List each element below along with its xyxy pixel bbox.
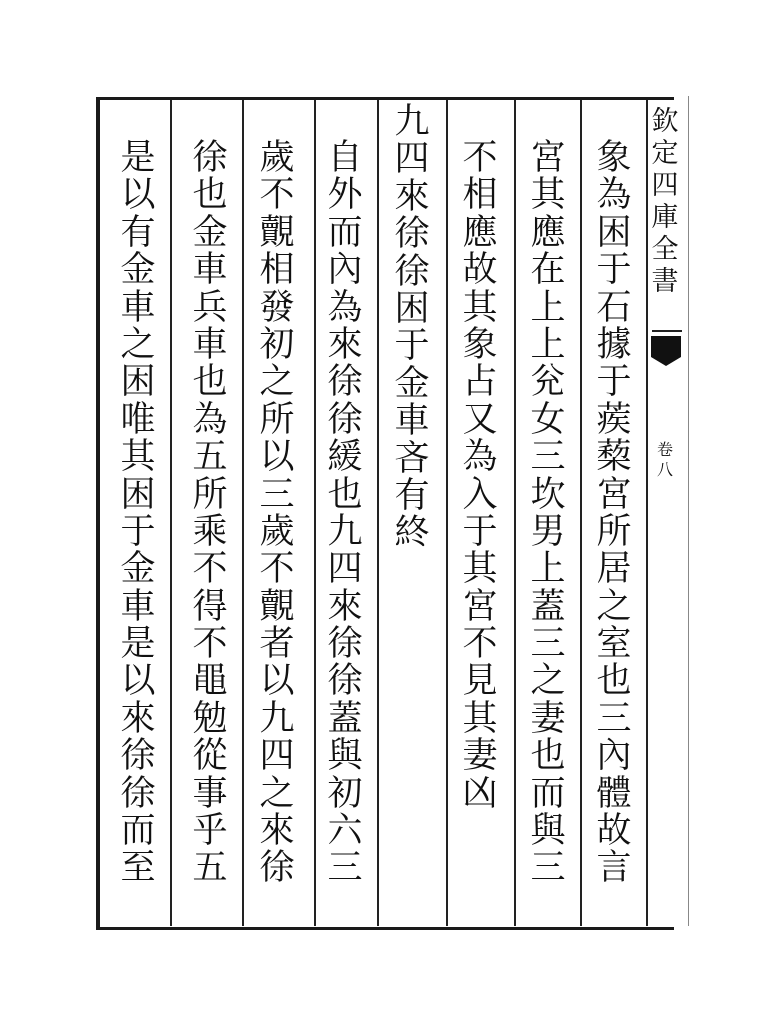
character: 與 [327,736,363,777]
character: 車 [394,401,430,442]
character: 勉 [192,698,228,739]
character: 其 [462,549,498,590]
character: 所 [192,474,228,515]
character: 其 [462,698,498,739]
character: 與 [530,811,566,852]
character: 妻 [530,698,566,739]
character: 五 [192,848,228,889]
character: 坎 [530,474,566,515]
character: 六 [327,811,363,852]
character: 相 [259,250,295,291]
character: 初 [259,324,295,365]
character: 而 [120,811,156,852]
character: 兵 [192,287,228,328]
character: 蔾 [596,437,632,478]
character: 至 [120,848,156,889]
character: 唯 [120,399,156,440]
character: 徐 [192,138,228,178]
character: 不 [259,175,295,216]
character: 徐 [394,214,430,255]
character: 覿 [259,212,295,253]
character: 也 [192,175,228,216]
column-rule [377,100,379,926]
text-column-8 [116,140,160,930]
character: 吝 [394,438,430,479]
character: 也 [192,362,228,403]
column-rule [514,100,516,926]
character: 困 [596,212,632,253]
character: 歲 [259,511,295,552]
character: 蓋 [530,586,566,627]
character: 占 [462,362,498,403]
character: 卷 [656,440,673,459]
character: 象 [596,138,632,178]
character: 以 [120,175,156,216]
character: 九 [394,102,430,142]
character: 之 [259,362,295,403]
character: 四 [327,549,363,590]
character: 之 [596,586,632,627]
character: 據 [596,324,632,365]
character: 也 [596,661,632,702]
character: 宮 [462,586,498,627]
character: 從 [192,736,228,777]
character: 之 [530,661,566,702]
character: 所 [596,511,632,552]
character: 自 [327,138,363,178]
character: 宮 [530,138,566,178]
character: 四 [651,170,679,201]
character: 象 [462,324,498,365]
book-title [648,106,682,298]
character: 覿 [259,586,295,627]
character: 以 [259,661,295,702]
character: 而 [530,773,566,814]
character: 于 [596,362,632,403]
character: 金 [192,212,228,253]
character: 困 [120,474,156,515]
character: 以 [120,661,156,702]
character: 有 [394,475,430,516]
character: 金 [120,549,156,590]
column-rule [170,100,172,926]
character: 是 [120,138,156,178]
text-column-7 [188,140,232,930]
character: 其 [462,287,498,328]
page-frame [96,97,674,930]
character: 有 [120,212,156,253]
character: 不 [192,624,228,665]
character: 乎 [192,811,228,852]
character: 也 [530,736,566,777]
character: 應 [530,212,566,253]
character: 之 [259,773,295,814]
character: 又 [462,399,498,440]
character: 四 [394,139,430,180]
character: 九 [327,511,363,552]
character: 為 [192,399,228,440]
character: 四 [259,736,295,777]
column-rule [242,100,244,926]
character: 于 [120,511,156,552]
text-column-6 [255,140,299,930]
character: 為 [327,287,363,328]
character: 相 [462,175,498,216]
character: 徐 [327,399,363,440]
character: 歲 [259,138,295,178]
character: 以 [259,437,295,478]
character: 者 [259,624,295,665]
character: 來 [394,176,430,217]
character: 于 [394,326,430,367]
character: 來 [327,324,363,365]
character: 不 [259,549,295,590]
juan-label [650,440,680,480]
character: 車 [120,586,156,627]
character: 徐 [120,736,156,777]
character: 車 [192,250,228,291]
character: 上 [530,287,566,328]
character: 徐 [327,624,363,665]
character: 緩 [327,437,363,478]
character: 其 [530,175,566,216]
text-column-2 [526,140,570,930]
character: 故 [462,250,498,291]
character: 蒺 [596,399,632,440]
character: 庫 [651,202,679,233]
character: 三 [259,474,295,515]
character: 故 [596,811,632,852]
character: 三 [327,848,363,889]
character: 定 [651,138,679,169]
text-column-1 [592,140,636,930]
character: 徐 [327,362,363,403]
character: 困 [394,288,430,329]
character: 終 [394,513,430,554]
character: 宮 [596,474,632,515]
character: 不 [192,549,228,590]
character: 徐 [327,661,363,702]
column-rule [580,100,582,926]
character: 初 [327,773,363,814]
character: 外 [327,175,363,216]
character: 全 [651,234,679,265]
character: 金 [394,363,430,404]
character: 徐 [394,251,430,292]
character: 入 [462,474,498,515]
character: 所 [259,399,295,440]
character: 于 [596,250,632,291]
character: 乘 [192,511,228,552]
character: 欽 [651,106,679,137]
outer-edge-rule [688,96,689,926]
character: 上 [530,549,566,590]
character: 女 [530,399,566,440]
character: 三 [530,437,566,478]
character: 應 [462,212,498,253]
column-rule [314,100,316,926]
character: 石 [596,287,632,328]
character: 八 [656,460,673,479]
character: 書 [651,266,679,297]
character: 車 [192,324,228,365]
text-column-5 [323,140,367,930]
text-column-4 [390,104,434,894]
character: 上 [530,324,566,365]
character: 于 [462,511,498,552]
character: 來 [120,698,156,739]
character: 之 [120,324,156,365]
character: 來 [327,586,363,627]
column-rule [446,100,448,926]
character: 妻 [462,736,498,777]
character: 室 [596,624,632,665]
text-column-3 [458,140,502,930]
character: 蓋 [327,698,363,739]
character: 車 [120,287,156,328]
character: 而 [327,212,363,253]
character: 三 [596,698,632,739]
character: 五 [192,437,228,478]
character: 三 [530,848,566,889]
character: 事 [192,773,228,814]
character: 見 [462,661,498,702]
character: 不 [462,624,498,665]
character: 三 [530,624,566,665]
character: 為 [596,175,632,216]
side-rule [652,330,682,332]
character: 徐 [120,773,156,814]
character: 不 [462,138,498,178]
character: 困 [120,362,156,403]
character: 居 [596,549,632,590]
character: 九 [259,698,295,739]
character: 為 [462,437,498,478]
character: 是 [120,624,156,665]
character: 也 [327,474,363,515]
character: 在 [530,250,566,291]
character: 金 [120,250,156,291]
character: 兊 [530,362,566,403]
character: 得 [192,586,228,627]
character: 內 [327,250,363,291]
character: 凶 [462,773,498,814]
character: 徐 [259,848,295,889]
character: 其 [120,437,156,478]
character: 言 [596,848,632,889]
character: 體 [596,773,632,814]
character: 發 [259,287,295,328]
character: 來 [259,811,295,852]
character: 內 [596,736,632,777]
character: 黽 [192,661,228,702]
character: 男 [530,511,566,552]
